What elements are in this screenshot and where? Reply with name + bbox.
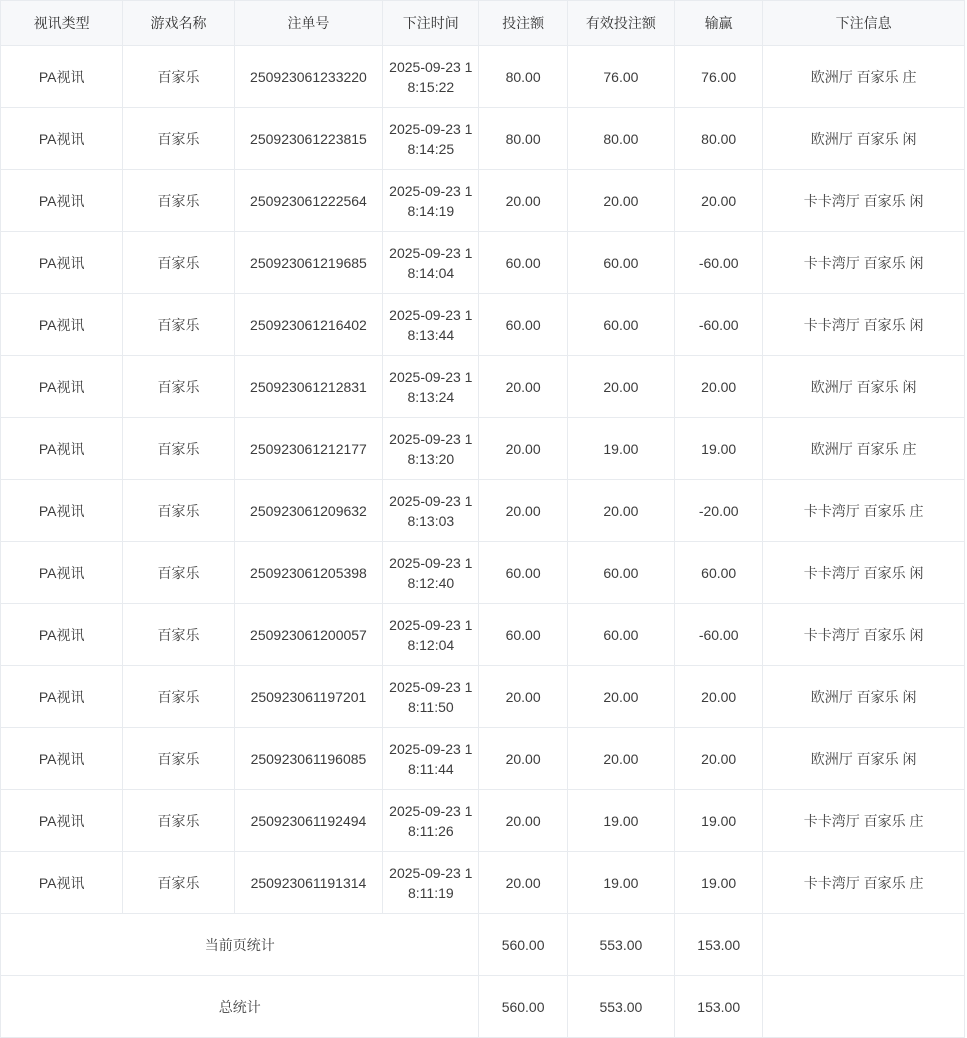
cell-winlose: -20.00 <box>675 480 763 542</box>
column-header-time: 下注时间 <box>383 1 479 46</box>
cell-winlose: 76.00 <box>675 46 763 108</box>
cell-valid-amount: 20.00 <box>567 480 674 542</box>
cell-type: PA视讯 <box>1 852 123 914</box>
cell-time: 2025-09-23 18:11:44 <box>383 728 479 790</box>
cell-amount: 20.00 <box>479 170 567 232</box>
cell-time: 2025-09-23 18:13:24 <box>383 356 479 418</box>
cell-game: 百家乐 <box>123 418 234 480</box>
cell-game: 百家乐 <box>123 728 234 790</box>
cell-order: 250923061192494 <box>234 790 382 852</box>
table-row <box>1 294 965 356</box>
cell-game: 百家乐 <box>123 604 234 666</box>
table-row <box>1 728 965 790</box>
cell-valid-amount: 20.00 <box>567 728 674 790</box>
cell-type: PA视讯 <box>1 46 123 108</box>
cell-time: 2025-09-23 18:14:04 <box>383 232 479 294</box>
cell-order: 250923061205398 <box>234 542 382 604</box>
cell-valid-amount: 20.00 <box>567 170 674 232</box>
table-row <box>1 232 965 294</box>
cell-order: 250923061200057 <box>234 604 382 666</box>
cell-winlose: 20.00 <box>675 666 763 728</box>
cell-winlose: -60.00 <box>675 294 763 356</box>
table-row <box>1 356 965 418</box>
cell-time: 2025-09-23 18:13:20 <box>383 418 479 480</box>
cell-time: 2025-09-23 18:13:03 <box>383 480 479 542</box>
cell-game: 百家乐 <box>123 232 234 294</box>
cell-amount: 80.00 <box>479 46 567 108</box>
cell-type: PA视讯 <box>1 480 123 542</box>
cell-order: 250923061197201 <box>234 666 382 728</box>
cell-bet-info: 卡卡湾厅 百家乐 闲 <box>763 170 965 232</box>
cell-order: 250923061219685 <box>234 232 382 294</box>
cell-bet-info: 卡卡湾厅 百家乐 闲 <box>763 294 965 356</box>
cell-type: PA视讯 <box>1 356 123 418</box>
table-header <box>1 1 965 46</box>
table-row <box>1 170 965 232</box>
cell-amount: 20.00 <box>479 418 567 480</box>
summary-row-current-page <box>1 914 965 976</box>
cell-game: 百家乐 <box>123 294 234 356</box>
cell-winlose: -60.00 <box>675 232 763 294</box>
cell-valid-amount: 60.00 <box>567 232 674 294</box>
cell-bet-info: 卡卡湾厅 百家乐 庄 <box>763 790 965 852</box>
cell-amount: 60.00 <box>479 294 567 356</box>
cell-time: 2025-09-23 18:12:04 <box>383 604 479 666</box>
table-row <box>1 108 965 170</box>
cell-bet-info: 欧洲厅 百家乐 闲 <box>763 356 965 418</box>
cell-type: PA视讯 <box>1 418 123 480</box>
cell-game: 百家乐 <box>123 170 234 232</box>
cell-order: 250923061212177 <box>234 418 382 480</box>
cell-amount: 20.00 <box>479 852 567 914</box>
cell-bet-info: 卡卡湾厅 百家乐 庄 <box>763 852 965 914</box>
cell-game: 百家乐 <box>123 108 234 170</box>
cell-game: 百家乐 <box>123 542 234 604</box>
cell-valid-amount: 19.00 <box>567 790 674 852</box>
cell-bet-info: 卡卡湾厅 百家乐 闲 <box>763 232 965 294</box>
table-row <box>1 480 965 542</box>
cell-order: 250923061196085 <box>234 728 382 790</box>
cell-valid-amount: 60.00 <box>567 294 674 356</box>
summary-info-total <box>763 976 965 1038</box>
cell-winlose: 20.00 <box>675 356 763 418</box>
cell-type: PA视讯 <box>1 604 123 666</box>
cell-game: 百家乐 <box>123 852 234 914</box>
summary-row-total <box>1 976 965 1038</box>
cell-type: PA视讯 <box>1 232 123 294</box>
cell-amount: 20.00 <box>479 790 567 852</box>
cell-type: PA视讯 <box>1 790 123 852</box>
cell-valid-amount: 80.00 <box>567 108 674 170</box>
cell-bet-info: 欧洲厅 百家乐 闲 <box>763 728 965 790</box>
table-row <box>1 790 965 852</box>
cell-valid-amount: 60.00 <box>567 542 674 604</box>
cell-winlose: 80.00 <box>675 108 763 170</box>
summary-valid-amount-current-page: 553.00 <box>567 914 674 976</box>
cell-type: PA视讯 <box>1 108 123 170</box>
cell-winlose: 20.00 <box>675 170 763 232</box>
cell-order: 250923061223815 <box>234 108 382 170</box>
cell-amount: 60.00 <box>479 542 567 604</box>
table-row <box>1 46 965 108</box>
summary-amount-total: 560.00 <box>479 976 567 1038</box>
cell-type: PA视讯 <box>1 294 123 356</box>
column-header-valid-amount: 有效投注额 <box>567 1 674 46</box>
cell-bet-info: 卡卡湾厅 百家乐 庄 <box>763 480 965 542</box>
table-row <box>1 852 965 914</box>
cell-amount: 20.00 <box>479 356 567 418</box>
cell-time: 2025-09-23 18:15:22 <box>383 46 479 108</box>
cell-game: 百家乐 <box>123 356 234 418</box>
summary-amount-current-page: 560.00 <box>479 914 567 976</box>
cell-winlose: 19.00 <box>675 418 763 480</box>
cell-bet-info: 欧洲厅 百家乐 庄 <box>763 46 965 108</box>
cell-time: 2025-09-23 18:11:50 <box>383 666 479 728</box>
summary-winlose-total: 153.00 <box>675 976 763 1038</box>
column-header-amount: 投注额 <box>479 1 567 46</box>
cell-type: PA视讯 <box>1 728 123 790</box>
cell-amount: 60.00 <box>479 604 567 666</box>
cell-type: PA视讯 <box>1 666 123 728</box>
table-row <box>1 418 965 480</box>
cell-order: 250923061233220 <box>234 46 382 108</box>
column-header-bet-info: 下注信息 <box>763 1 965 46</box>
table-row <box>1 604 965 666</box>
cell-order: 250923061216402 <box>234 294 382 356</box>
cell-winlose: 19.00 <box>675 790 763 852</box>
cell-valid-amount: 60.00 <box>567 604 674 666</box>
cell-valid-amount: 19.00 <box>567 418 674 480</box>
table-row <box>1 666 965 728</box>
cell-order: 250923061209632 <box>234 480 382 542</box>
summary-valid-amount-total: 553.00 <box>567 976 674 1038</box>
cell-amount: 60.00 <box>479 232 567 294</box>
cell-game: 百家乐 <box>123 480 234 542</box>
cell-winlose: 19.00 <box>675 852 763 914</box>
cell-bet-info: 欧洲厅 百家乐 闲 <box>763 666 965 728</box>
cell-order: 250923061212831 <box>234 356 382 418</box>
cell-type: PA视讯 <box>1 542 123 604</box>
cell-winlose: 60.00 <box>675 542 763 604</box>
cell-type: PA视讯 <box>1 170 123 232</box>
cell-game: 百家乐 <box>123 666 234 728</box>
cell-valid-amount: 20.00 <box>567 356 674 418</box>
cell-time: 2025-09-23 18:12:40 <box>383 542 479 604</box>
cell-valid-amount: 76.00 <box>567 46 674 108</box>
cell-time: 2025-09-23 18:14:25 <box>383 108 479 170</box>
cell-bet-info: 卡卡湾厅 百家乐 闲 <box>763 604 965 666</box>
summary-label-total: 总统计 <box>1 976 479 1038</box>
cell-time: 2025-09-23 18:11:19 <box>383 852 479 914</box>
summary-info-current-page <box>763 914 965 976</box>
cell-order: 250923061191314 <box>234 852 382 914</box>
table-row <box>1 542 965 604</box>
cell-amount: 80.00 <box>479 108 567 170</box>
cell-time: 2025-09-23 18:11:26 <box>383 790 479 852</box>
cell-winlose: 20.00 <box>675 728 763 790</box>
cell-game: 百家乐 <box>123 46 234 108</box>
cell-order: 250923061222564 <box>234 170 382 232</box>
cell-time: 2025-09-23 18:13:44 <box>383 294 479 356</box>
cell-valid-amount: 19.00 <box>567 852 674 914</box>
cell-winlose: -60.00 <box>675 604 763 666</box>
column-header-game: 游戏名称 <box>123 1 234 46</box>
cell-bet-info: 欧洲厅 百家乐 闲 <box>763 108 965 170</box>
column-header-type: 视讯类型 <box>1 1 123 46</box>
column-header-winlose: 输赢 <box>675 1 763 46</box>
cell-valid-amount: 20.00 <box>567 666 674 728</box>
cell-amount: 20.00 <box>479 666 567 728</box>
cell-time: 2025-09-23 18:14:19 <box>383 170 479 232</box>
table-body <box>1 46 965 1038</box>
cell-amount: 20.00 <box>479 728 567 790</box>
cell-game: 百家乐 <box>123 790 234 852</box>
column-header-order: 注单号 <box>234 1 382 46</box>
summary-label-current-page: 当前页统计 <box>1 914 479 976</box>
table-header-row <box>1 1 965 46</box>
cell-bet-info: 卡卡湾厅 百家乐 闲 <box>763 542 965 604</box>
cell-amount: 20.00 <box>479 480 567 542</box>
cell-bet-info: 欧洲厅 百家乐 庄 <box>763 418 965 480</box>
summary-winlose-current-page: 153.00 <box>675 914 763 976</box>
